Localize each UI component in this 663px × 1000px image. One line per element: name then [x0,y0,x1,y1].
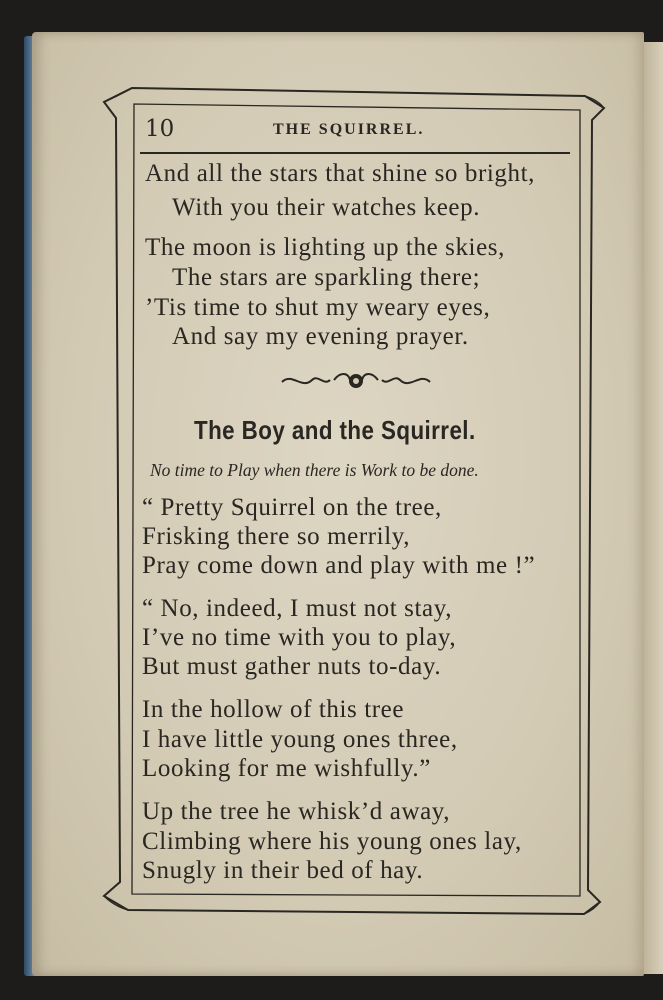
poem-line: And all the stars that shine so bright, [145,160,536,187]
poem-line: Looking for me wishfully.” [142,755,431,782]
header-rule [140,152,570,154]
poem-line: In the hollow of this tree [142,696,405,723]
poem-line: Frisking there so merrily, [142,523,411,550]
poem-line: “ No, indeed, I must not stay, [142,595,453,622]
poem-line: I’ve no time with you to play, [142,624,457,651]
poem-line: Pray come down and play with me !” [142,552,536,579]
running-title: THE SQUIRREL. [273,121,425,138]
poem-line: I have little young ones three, [142,726,458,753]
poem-line: Up the tree he whisk’d away, [142,798,451,825]
poem-line: Snugly in their bed of hay. [142,857,424,884]
poem-line: “ Pretty Squirrel on the tree, [142,494,442,521]
poem-title: The Boy and the Squirrel. [194,415,476,445]
poem-line: ’Tis time to shut my weary eyes, [145,294,491,321]
fleuron-ornament [278,370,434,392]
facing-page-edge [644,42,663,974]
poem-line: The moon is lighting up the skies, [145,234,505,261]
poem-line: But must gather nuts to-day. [142,653,442,680]
poem-line: With you their watches keep. [172,194,481,221]
poem-line: Climbing where his young ones lay, [142,828,522,855]
poem-line: The stars are sparkling there; [172,264,481,291]
poem-line: And say my evening prayer. [172,323,469,350]
page-number: 10 [145,116,175,142]
poem-subtitle: No time to Play when there is Work to be done. [150,460,479,480]
